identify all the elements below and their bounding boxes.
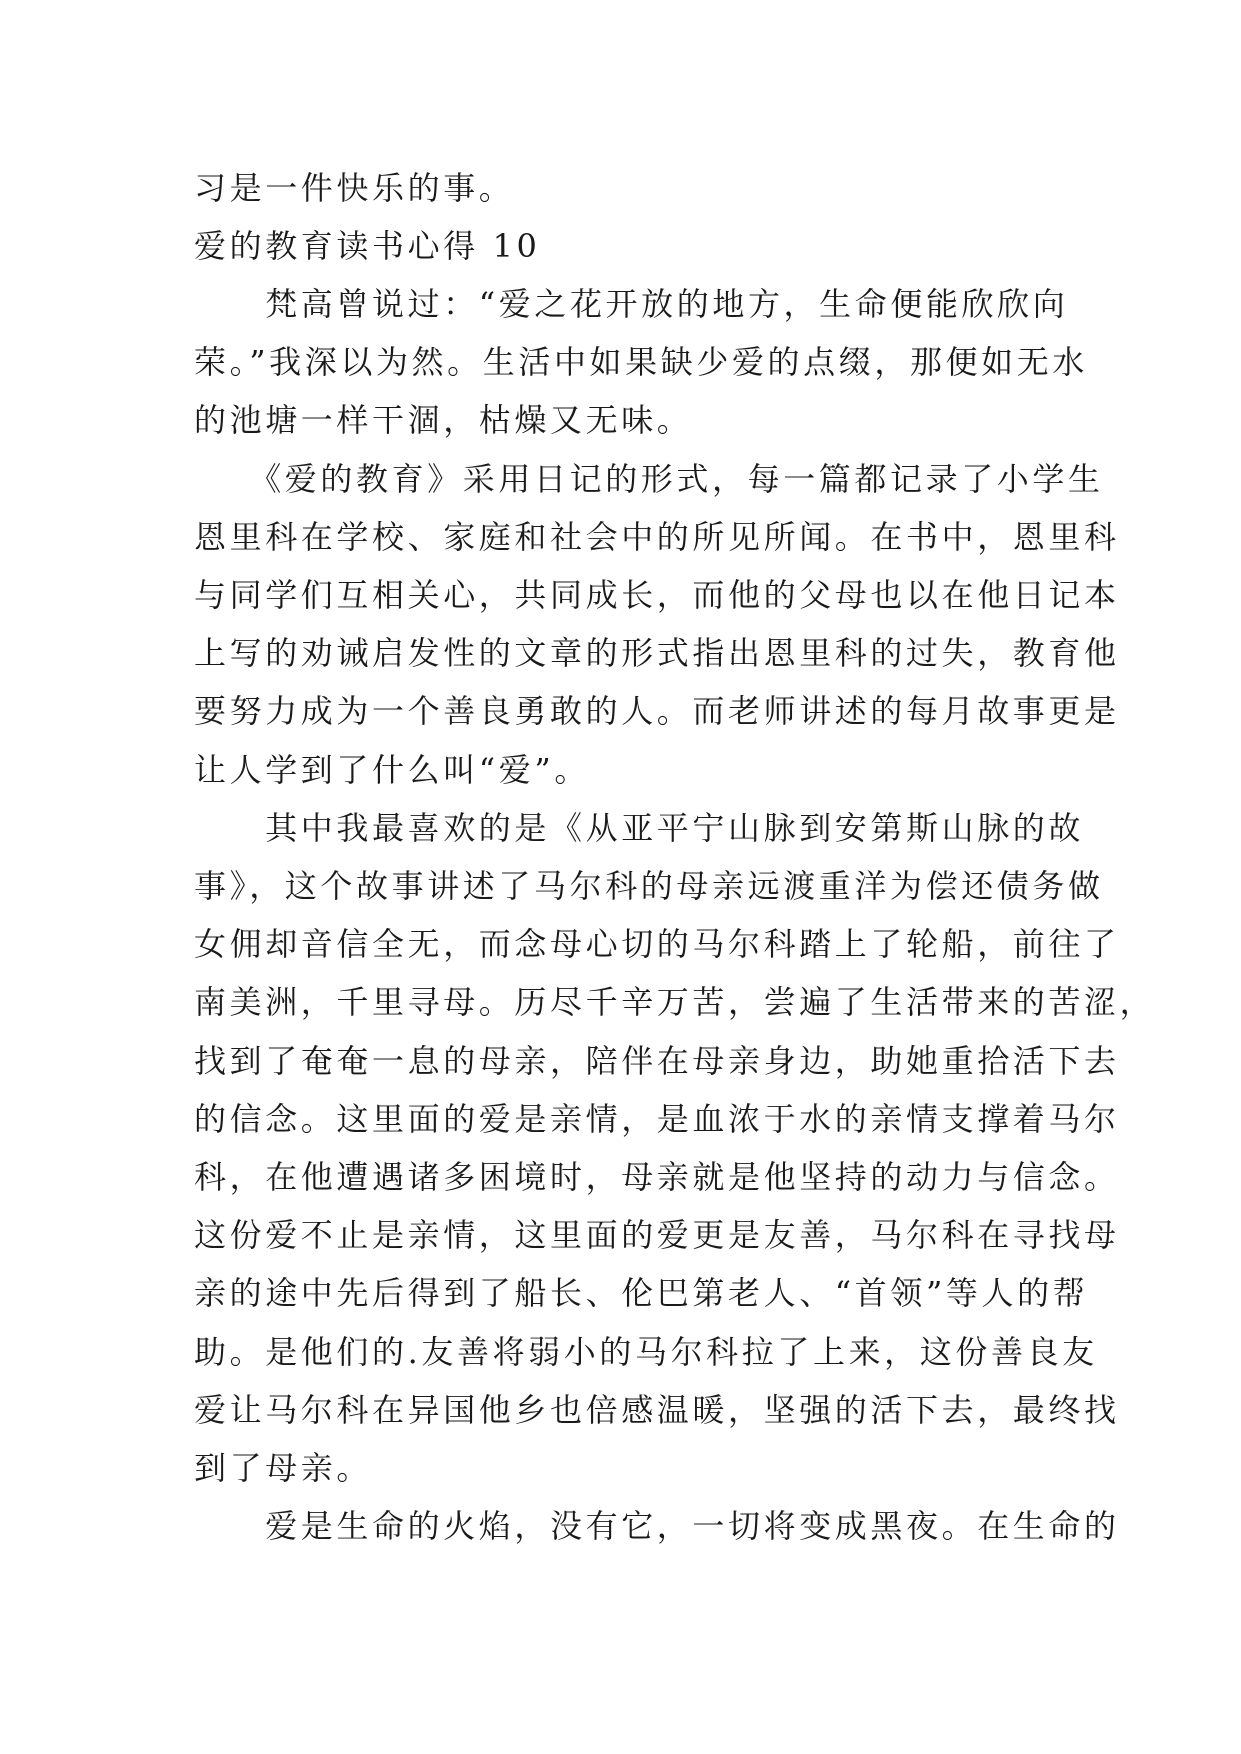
text-line: 恩里科在学校、家庭和社会中的所见所闻。在书中，恩里科: [194, 518, 1120, 556]
text-line: 助。是他们的.友善将弱小的马尔科拉了上来，这份善良友: [194, 1333, 1098, 1371]
text-line: 科，在他遭遇诸多困境时，母亲就是他坚持的动力与信念。: [194, 1158, 1120, 1196]
text-line: 南美洲，千里寻母。历尽千辛万苦，尝遍了生活带来的苦涩，: [194, 983, 1156, 1021]
text-line: 梵高曾说过：“爱之花开放的地方，生命便能欣欣向: [194, 285, 1069, 323]
text-line: 的信念。这里面的爱是亲情，是血浓于水的亲情支撑着马尔: [194, 1100, 1120, 1138]
text-line: 要努力成为一个善良勇敢的人。而老师讲述的每月故事更是: [194, 692, 1120, 730]
text-line: 《爱的教育》采用日记的形式，每一篇都记录了小学生: [194, 460, 1104, 498]
text-line: 事》，这个故事讲述了马尔科的母亲远渡重洋为偿还债务做: [194, 867, 1104, 905]
text-line: 其中我最喜欢的是《从亚平宁山脉到安第斯山脉的故: [194, 809, 1085, 847]
text-line: 的池塘一样干涸，枯燥又无味。: [194, 401, 693, 439]
text-line: 亲的途中先后得到了船长、伦巴第老人、“首领”等人的帮: [194, 1274, 1089, 1312]
text-line: 爱是生命的火焰，没有它，一切将变成黑夜。在生命的: [194, 1507, 1120, 1545]
text-line: 这份爱不止是亲情，这里面的爱更是友善，马尔科在寻找母: [194, 1216, 1120, 1254]
text-line: 女佣却音信全无，而念母心切的马尔科踏上了轮船，前往了: [194, 925, 1120, 963]
text-line: 与同学们互相关心，共同成长，而他的父母也以在他日记本: [194, 576, 1120, 614]
section-heading: 爱的教育读书心得 10: [194, 227, 541, 265]
text-line: 找到了奄奄一息的母亲，陪伴在母亲身边，助她重拾活下去: [194, 1042, 1120, 1080]
text-line: 到了母亲。: [194, 1449, 373, 1487]
text-line: 上写的劝诫启发性的文章的形式指出恩里科的过失，教育他: [194, 634, 1120, 672]
text-line: 荣。”我深以为然。生活中如果缺少爱的点缀，那便如无水: [194, 343, 1088, 381]
text-line: 爱让马尔科在异国他乡也倍感温暖，坚强的活下去，最终找: [194, 1391, 1120, 1429]
text-line: 让人学到了什么叫“爱”。: [194, 751, 590, 789]
text-line: 习是一件快乐的事。: [194, 169, 515, 207]
